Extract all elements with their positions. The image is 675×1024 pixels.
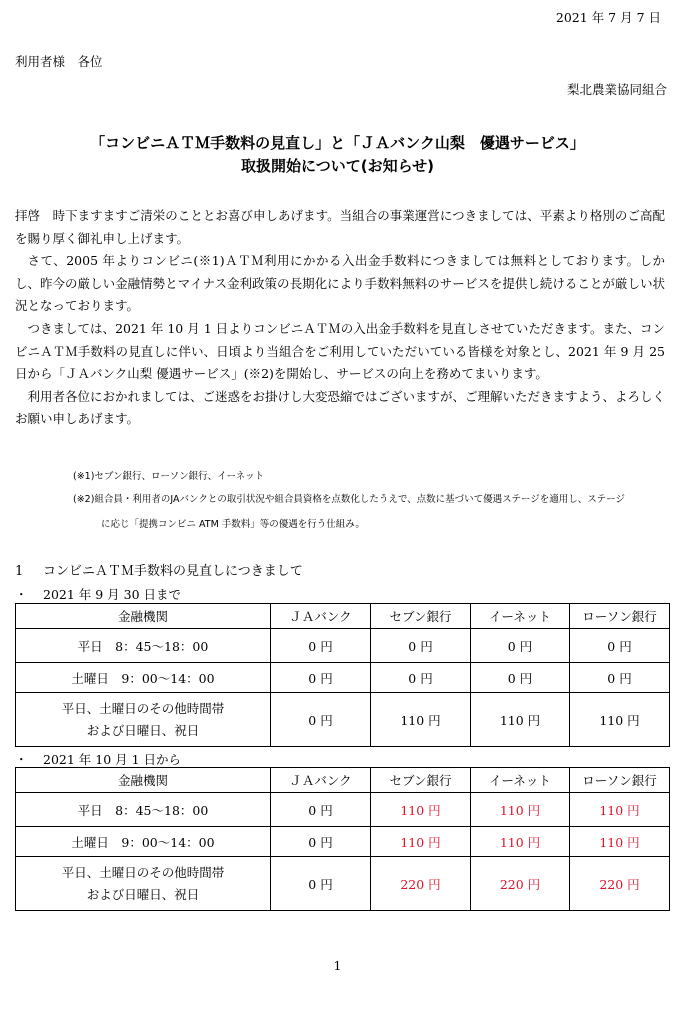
row-label: 平日 8：45〜18：00: [16, 793, 271, 827]
row-label: [16, 693, 271, 747]
row-label-line1: 平日、土曜日のその他時間帯: [61, 864, 225, 880]
row-label-line2: および日曜日、祝日: [86, 722, 200, 738]
table-row: [16, 793, 670, 827]
table-before-caption: [15, 585, 181, 603]
table-row: [16, 693, 670, 747]
fee-cell: 110 円: [570, 693, 670, 747]
letter-body: [15, 205, 665, 431]
table-row: [16, 827, 670, 857]
fee-cell: 0 円: [570, 663, 670, 693]
body-paragraph-greeting: 拝啓 時下ますますご清栄のこととお喜び申しあげます。当組合の事業運営につきましては、平素より格別のご高配を賜り厚く御礼申し上げます。: [15, 208, 665, 246]
fee-cell: 0 円: [471, 663, 570, 693]
section-title: コンビニＡＴＭ手数料の見直しにつきまして: [43, 564, 303, 579]
document-title-line1: 「コンビニＡＴＭ手数料の見直し」と「ＪＡバンク山梨 優遇サービス」: [90, 134, 585, 152]
fee-cell-changed: 110 円: [570, 827, 670, 857]
caption-text: 2021 年 9 月 30 日まで: [43, 587, 182, 602]
sender-organization: 梨北農業協同組合: [566, 82, 667, 97]
document-date: 2021 年 7 月 7 日: [555, 10, 661, 25]
fee-cell: 0 円: [471, 629, 570, 663]
footnote-2: (※2)組合員・利用者のJAバンクとの取引状況や組合員資格を点数化したうえで、点数に基づいて優遇ステージを適用し、ステージ: [73, 494, 625, 505]
fee-cell-changed: 220 円: [570, 857, 670, 911]
fee-cell-changed: 220 円: [371, 857, 471, 911]
bullet-marker: ・: [15, 752, 28, 767]
fee-cell: 110 円: [471, 693, 570, 747]
header-cell-seven-bank: セブン銀行: [371, 604, 471, 629]
header-cell-lawson-bank: ローソン銀行: [570, 768, 670, 793]
row-label: 土曜日 9：00〜14：00: [16, 663, 271, 693]
header-cell-seven-bank: セブン銀行: [371, 768, 471, 793]
fee-cell-changed: 110 円: [570, 793, 670, 827]
fee-cell: 0 円: [271, 629, 371, 663]
fee-cell: 0 円: [271, 857, 371, 911]
footnote-2-continued: に応じ「提携コンビニ ATM 手数料」等の優遇を行う仕組み。: [101, 519, 365, 530]
row-label: 平日 8：45〜18：00: [16, 629, 271, 663]
table-header-row: [16, 768, 670, 793]
row-label: 土曜日 9：00〜14：00: [16, 827, 271, 857]
row-label-line1: 平日、土曜日のその他時間帯: [61, 700, 225, 716]
fee-cell-changed: 110 円: [371, 793, 471, 827]
section-heading: [15, 560, 303, 579]
fee-cell-changed: 110 円: [471, 793, 570, 827]
body-paragraph-background: さて、2005 年よりコンビニ(※1)ＡＴＭ利用にかかる入出金手数料につきましては無料としております。しかし、昨今の厳しい金融情勢とマイナス金利政策の長期化により手数料無料のサービスを提供し続けることが厳しい状況となっております。: [15, 253, 665, 314]
table-after-caption: [15, 750, 181, 768]
table-row: [16, 663, 670, 693]
fee-table-after: [15, 767, 670, 911]
section-number: 1: [15, 564, 24, 579]
header-cell-institution: 金融機関: [16, 768, 271, 793]
row-label: [16, 857, 271, 911]
row-label-line2: および日曜日、祝日: [86, 886, 200, 902]
fee-cell: 0 円: [271, 693, 371, 747]
table-header-row: [16, 604, 670, 629]
header-cell-enet: イーネット: [471, 768, 570, 793]
fee-cell: 110 円: [371, 693, 471, 747]
fee-cell-changed: 110 円: [371, 827, 471, 857]
fee-cell: 0 円: [371, 629, 471, 663]
header-cell-enet: イーネット: [471, 604, 570, 629]
page-number: 1: [333, 958, 342, 973]
header-cell-ja-bank: ＪＡバンク: [271, 604, 371, 629]
document-title-line2: 取扱開始について(お知らせ): [241, 157, 434, 175]
body-paragraph-closing: 利用者各位におかれましては、ご迷惑をお掛けし大変恐縮ではございますが、ご理解いただきますよう、よろしくお願い申しあげます。: [15, 388, 666, 427]
header-cell-lawson-bank: ローソン銀行: [570, 604, 670, 629]
fee-cell: 0 円: [570, 629, 670, 663]
bullet-marker: ・: [15, 587, 28, 602]
footnote-1: (※1)セブン銀行、ローソン銀行、イーネット: [73, 471, 265, 482]
fee-cell-changed: 220 円: [471, 857, 570, 911]
header-cell-institution: 金融機関: [16, 604, 271, 629]
header-cell-ja-bank: ＪＡバンク: [271, 768, 371, 793]
fee-cell: 0 円: [371, 663, 471, 693]
fee-cell: 0 円: [271, 793, 371, 827]
table-row: [16, 629, 670, 663]
fee-cell: 0 円: [271, 663, 371, 693]
table-row: [16, 857, 670, 911]
body-paragraph-announcement: つきましては、2021 年 10 月 1 日よりコンビニＡＴＭの入出金手数料を見直しさせていただきます。また、コンビニＡＴＭ手数料の見直しに伴い、日頃より当組合をご利用していただいている皆様を対象とし、2021 年 9 月 25 日から「ＪＡバンク山梨 優遇サービス」(※2)を開始し、サービスの向上を務めてまいります。: [15, 320, 665, 382]
caption-text: 2021 年 10 月 1 日から: [43, 752, 182, 767]
fee-cell-changed: 110 円: [471, 827, 570, 857]
fee-cell: 0 円: [271, 827, 371, 857]
addressee: 利用者様 各位: [15, 54, 103, 69]
fee-table-before: [15, 603, 670, 747]
